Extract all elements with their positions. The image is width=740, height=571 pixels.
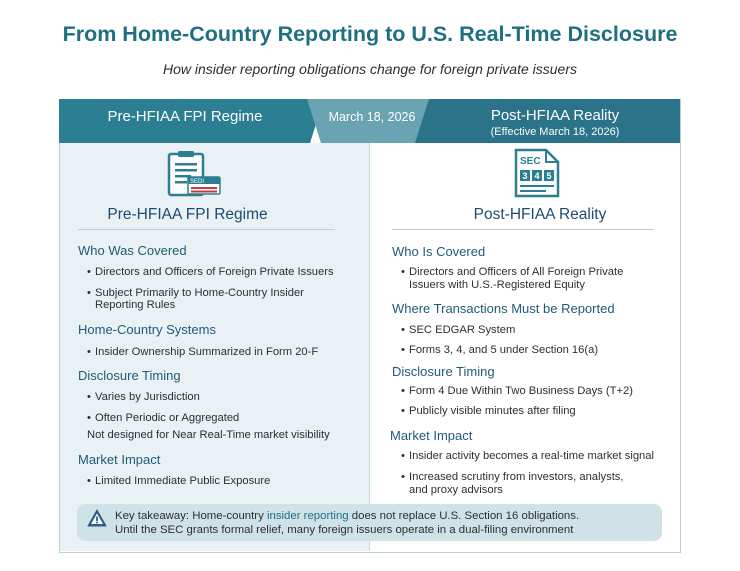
left-timing-item-2-text: Often Periodic or Aggregated (95, 412, 240, 424)
right-panel-title: Post-HFIAA Reality (473, 206, 607, 223)
left-covered-item-2-cont: Reporting Rules (95, 299, 176, 311)
panel-divider (369, 143, 370, 551)
header-right-sublabel: (Effective March 18, 2026) (490, 126, 620, 138)
takeaway-emphasis: insider reporting (266, 510, 349, 522)
left-impact-item: • Limited Immediate Public Exposure (87, 475, 271, 487)
sec-forms-icon (513, 148, 563, 200)
page-subtitle: How insider reporting obligations change for foreign private issuers (163, 61, 577, 77)
right-impact-item-2: • Increased scrutiny from investors, analysts, (401, 471, 624, 483)
header-right-block (455, 107, 655, 138)
header-right-label: Post-HFIAA Reality (490, 107, 620, 124)
left-timing-item-2: • Often Periodic or Aggregated (87, 412, 240, 424)
right-impact-heading: Market Impact (390, 428, 473, 443)
form-5-label: 5 (546, 171, 552, 181)
right-title-rule (392, 229, 654, 230)
right-covered-item: • Directors and Officers of All Foreign Private (401, 266, 624, 278)
sec-icon-label: SEC (520, 156, 541, 167)
right-covered-heading: Who Is Covered (392, 244, 486, 259)
form-3-label: 3 (522, 171, 528, 181)
takeaway-line2: Until the SEC grants formal relief, many foreign issuers operate in a dual-filing environment (115, 524, 574, 536)
left-timing-item-1: • Varies by Jurisdiction (87, 391, 200, 403)
header-date-label: March 18, 2026 (328, 110, 416, 124)
right-where-item-2-text: Forms 3, 4, and 5 under Section 16(a) (409, 344, 599, 356)
left-covered-item-1-text: Directors and Officers of Foreign Private Issuers (95, 266, 334, 278)
right-timing-item-2: • Publicly visible minutes after filing (401, 405, 576, 417)
right-timing-heading: Disclosure Timing (392, 364, 495, 379)
left-systems-item: • Insider Ownership Summarized in Form 20-F (87, 346, 319, 358)
right-impact-item-2-text: Increased scrutiny from investors, analysts, (409, 471, 624, 483)
left-impact-heading: Market Impact (78, 452, 161, 467)
right-where-heading: Where Transactions Must be Reported (392, 301, 615, 316)
page-title: From Home-Country Reporting to U.S. Real-Time Disclosure (62, 22, 678, 46)
right-covered-item-cont: Issuers with U.S.-Registered Equity (409, 279, 585, 291)
form-4-label: 4 (534, 171, 540, 181)
warning-icon (87, 509, 107, 527)
sedi-icon-label: SEDI (190, 179, 205, 185)
left-title-rule (78, 229, 335, 230)
right-timing-item-1: • Form 4 Due Within Two Business Days (T+2) (401, 385, 633, 397)
left-timing-heading: Disclosure Timing (78, 368, 181, 383)
right-timing-item-2-text: Publicly visible minutes after filing (409, 405, 576, 417)
key-takeaway-text (115, 509, 655, 537)
right-impact-item-2-cont: and proxy advisors (409, 484, 503, 496)
left-systems-heading: Home-Country Systems (78, 322, 216, 337)
left-panel-title: Pre-HFIAA FPI Regime (107, 206, 268, 223)
right-impact-item-1-text: Insider activity becomes a real-time market signal (409, 450, 654, 462)
left-covered-heading: Who Was Covered (78, 243, 187, 258)
takeaway-suffix: does not replace U.S. Section 16 obligations. (348, 510, 580, 522)
left-impact-item-text: Limited Immediate Public Exposure (95, 475, 271, 487)
left-covered-item-2: • Subject Primarily to Home-Country Insider (87, 287, 304, 299)
left-systems-item-text: Insider Ownership Summarized in Form 20-F (95, 346, 319, 358)
right-where-item-2: • Forms 3, 4, and 5 under Section 16(a) (401, 344, 599, 356)
left-covered-item-1: • Directors and Officers of Foreign Private Issuers (87, 266, 334, 278)
right-timing-item-1-text: Form 4 Due Within Two Business Days (T+2) (409, 385, 633, 397)
right-where-item-1-text: SEC EDGAR System (409, 324, 516, 336)
right-impact-item-1: • Insider activity becomes a real-time market signal (401, 450, 654, 462)
clipboard-document-icon (166, 150, 222, 198)
left-timing-item-1-text: Varies by Jurisdiction (95, 391, 200, 403)
left-timing-note: Not designed for Near Real-Time market visibility (87, 429, 330, 441)
takeaway-prefix: Key takeaway: Home-country (115, 510, 267, 522)
header-left-label: Pre-HFIAA FPI Regime (107, 108, 263, 125)
left-covered-item-2-text: Subject Primarily to Home-Country Insider (95, 287, 304, 299)
right-where-item-1: • SEC EDGAR System (401, 324, 516, 336)
right-covered-item-line1: Directors and Officers of All Foreign Private (409, 266, 624, 278)
